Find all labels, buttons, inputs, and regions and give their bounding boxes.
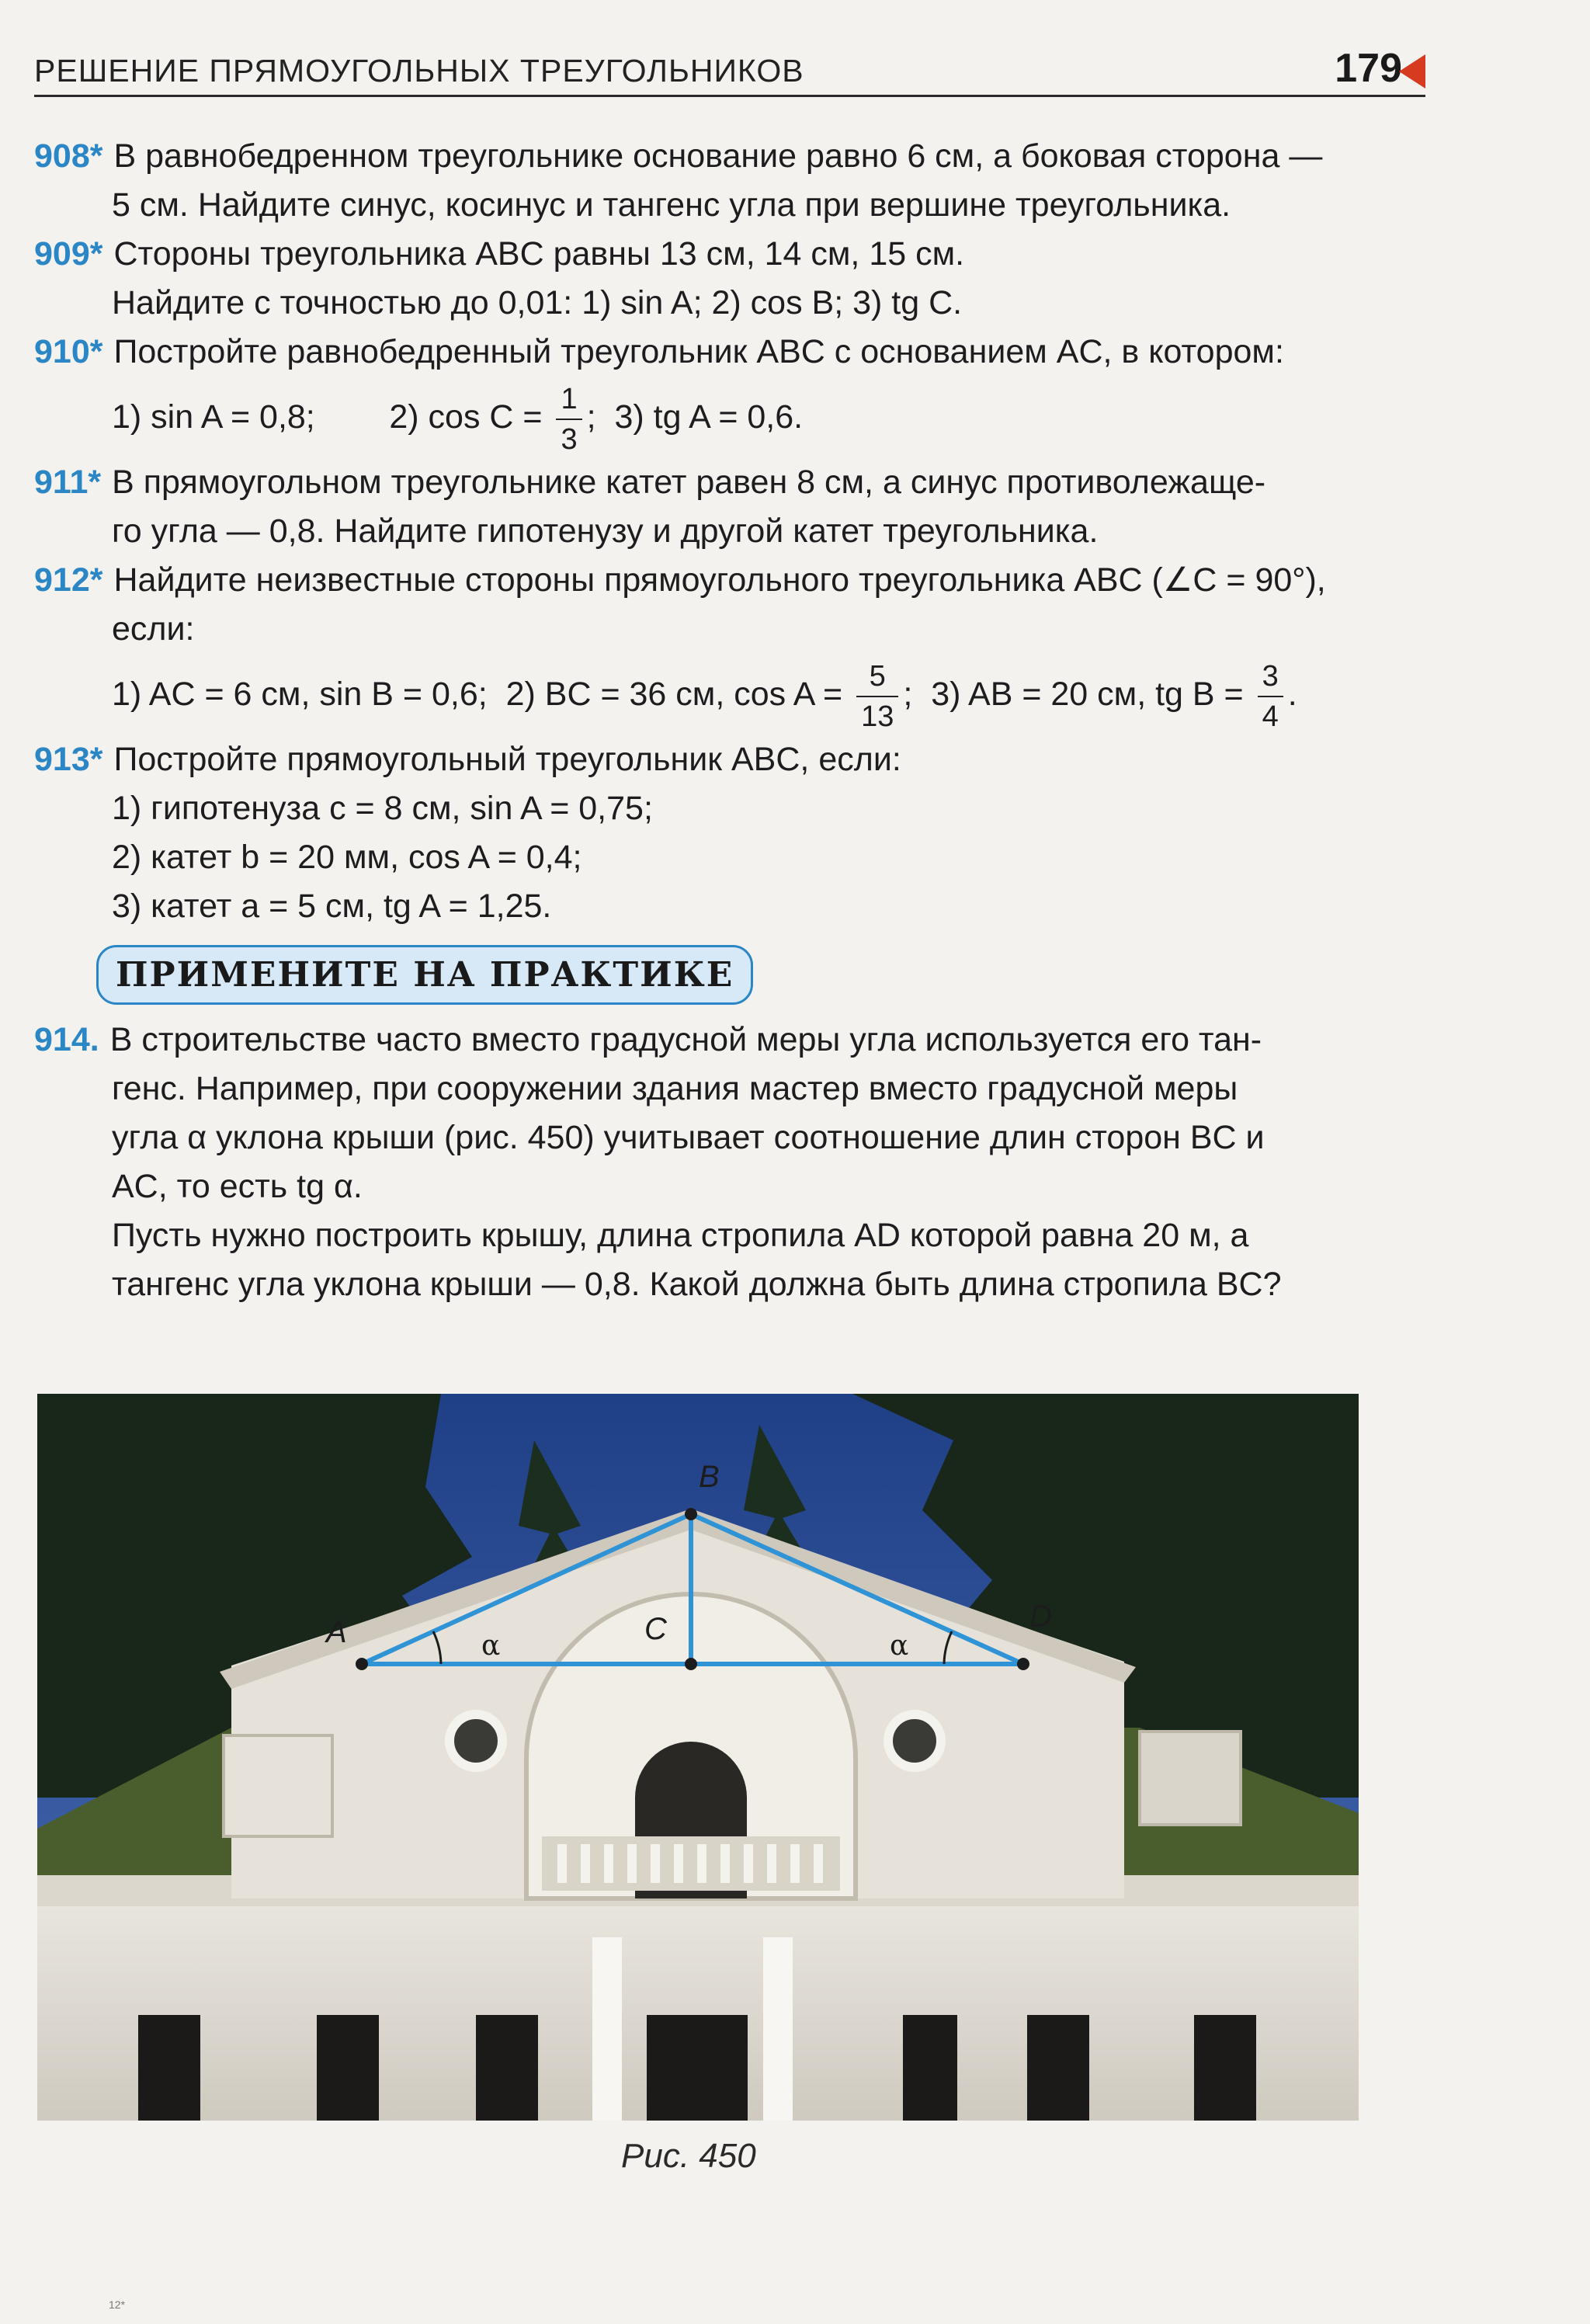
problem-text: Найдите неизвестные стороны прямоугольного треугольника ABC (∠C = 90°), [113, 561, 1326, 599]
problem-912 [34, 556, 1432, 735]
problem-908 [34, 132, 1432, 230]
problem-number: 909* [34, 235, 103, 273]
list-item: 2) катет b = 20 мм, cos A = 0,4; [112, 839, 582, 876]
problem-number: 914. [34, 1021, 99, 1058]
label-B: B [699, 1460, 720, 1494]
problem-text: угла α уклона крыши (рис. 450) учитывает соотношение длин сторон BC и [112, 1119, 1265, 1156]
running-head [34, 48, 1425, 97]
label-D: D [1029, 1600, 1052, 1634]
round-window-right [888, 1714, 941, 1767]
problem-list [34, 132, 1432, 1309]
problem-text: тангенс угла уклона крыши — 0,8. Какой должна быть длина стропила BC? [112, 1266, 1282, 1303]
problem-text: Постройте равнобедренный треугольник ABC с основанием AC, в котором: [113, 333, 1284, 370]
problem-text: если: [112, 610, 195, 648]
problem-text: В равнобедренном треугольнике основание равно 6 см, а боковая сторона — [113, 137, 1323, 175]
problem-number: 913* [34, 741, 103, 778]
problem-914 [34, 1016, 1432, 1309]
roof-photo [37, 1394, 1359, 2121]
problem-text: 5 см. Найдите синус, косинус и тангенс угла при вершине треугольника. [112, 186, 1231, 224]
problem-number: 912* [34, 561, 103, 599]
page-number: 179 [1335, 46, 1402, 91]
list-item: 1) гипотенуза c = 8 см, sin A = 0,75; [112, 790, 653, 827]
label-alpha-left: α [481, 1630, 501, 1662]
label-alpha-right: α [890, 1630, 909, 1662]
fraction: $\frac{5}{13}$ [856, 662, 898, 731]
problem-parts: 1) AC = 6 см, sin B = 0,6; 2) BC = 36 см, cos A = $\frac{5}{13}$ ; 3) AB = 20 см, tg B = $\frac{3}{4}$ . [112, 659, 1297, 733]
roof-illustration [37, 1394, 1359, 2121]
problem-parts: 1) sin A = 0,8; 2) cos C = $\frac{1}{3}$ ; 3) tg A = 0,6. [112, 382, 804, 456]
chimney-right [1140, 1732, 1241, 1825]
problem-number: 911* [34, 464, 102, 501]
label-C: C [644, 1612, 667, 1646]
problem-text: Постройте прямоугольный треугольник ABC, если: [113, 741, 901, 778]
point-D [1017, 1658, 1029, 1670]
problem-number: 908* [34, 137, 103, 175]
section-badge: ПРИМЕНИТЕ НА ПРАКТИКЕ [96, 945, 753, 1005]
problem-number: 910* [34, 333, 103, 370]
page-marker-triangle [1399, 54, 1425, 89]
point-B [685, 1508, 697, 1520]
label-A: A [326, 1615, 347, 1649]
problem-910 [34, 328, 1432, 458]
point-A [356, 1658, 368, 1670]
running-title: РЕШЕНИЕ ПРЯМОУГОЛЬНЫХ ТРЕУГОЛЬНИКОВ [34, 53, 804, 89]
problem-text: Стороны треугольника ABC равны 13 см, 14 см, 15 см. [113, 235, 965, 273]
problem-text: генс. Например, при сооружении здания мастер вместо градусной меры [112, 1070, 1238, 1107]
problem-text: В строительстве часто вместо градусной меры угла используется его тан- [109, 1021, 1262, 1058]
problem-text: В прямоугольном треугольнике катет равен 8 см, а синус противолежаще- [112, 464, 1266, 501]
fraction: $\frac{1}{3}$ [556, 384, 581, 454]
problem-text: AC, то есть tg α. [112, 1168, 363, 1205]
figure-caption: Рис. 450 [621, 2137, 756, 2175]
problem-911 [34, 458, 1432, 556]
fraction: $\frac{3}{4}$ [1258, 662, 1283, 731]
problem-text: го угла — 0,8. Найдите гипотенузу и другой катет треугольника. [112, 512, 1099, 550]
list-item: 3) катет a = 5 см, tg A = 1,25. [112, 888, 552, 925]
problem-text: Пусть нужно построить крышу, длина стропила AD которой равна 20 м, а [112, 1217, 1249, 1254]
round-window-left [450, 1714, 502, 1767]
problem-913 [34, 735, 1432, 931]
point-C [685, 1658, 697, 1670]
problem-text: Найдите с точностью до 0,01: 1) sin A; 2) cos B; 3) tg C. [112, 284, 963, 321]
problem-909 [34, 230, 1432, 328]
chimney-left [224, 1735, 332, 1836]
footnote: 12* [109, 2298, 126, 2311]
